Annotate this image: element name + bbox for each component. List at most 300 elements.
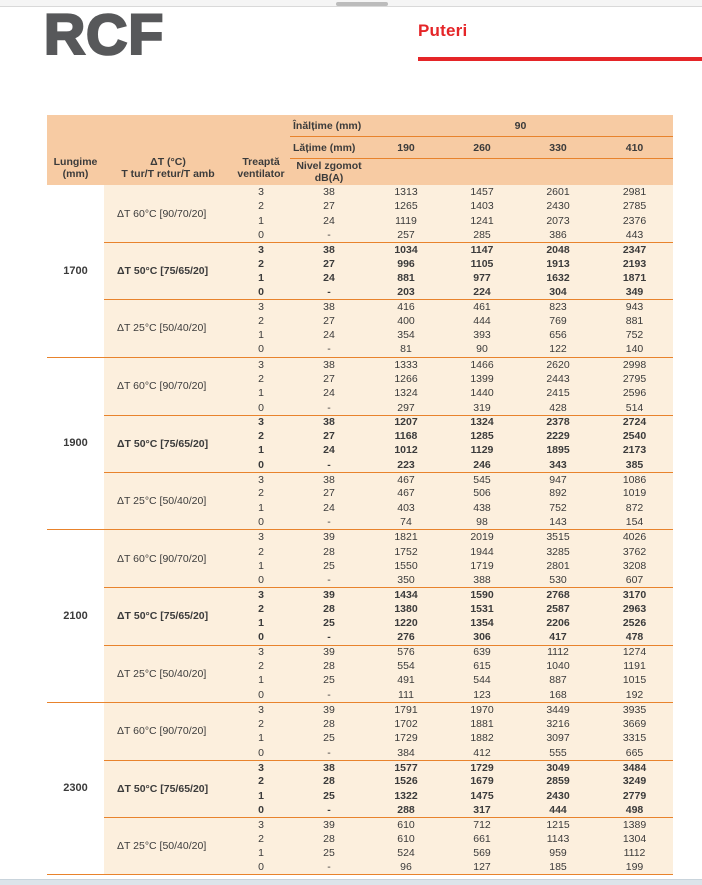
power-410-cell: 2347	[596, 242, 673, 256]
header-inaltime-label: Înălțime (mm)	[290, 115, 368, 137]
noise-level-cell: -	[290, 342, 368, 356]
power-410-cell: 752	[596, 328, 673, 342]
power-190-cell: 1266	[368, 372, 444, 386]
power-260-cell: 1970	[444, 703, 520, 717]
col-header-dt: ΔT (°C) T tur/T retur/T amb	[121, 156, 215, 180]
noise-level-cell: 24	[290, 386, 368, 400]
power-410-cell: 2724	[596, 415, 673, 429]
fan-speed-cell: 1	[232, 846, 290, 860]
col-header-treapta: Treaptă ventilator	[237, 156, 285, 180]
length-value: 2300	[47, 703, 104, 875]
noise-level-cell: 38	[290, 415, 368, 429]
fan-speed-cell: 0	[232, 400, 290, 414]
power-190-cell: 491	[368, 673, 444, 687]
power-410-cell: 1019	[596, 486, 673, 500]
fan-speed-cell: 2	[232, 544, 290, 558]
power-190-cell: 610	[368, 817, 444, 831]
power-410-cell: 514	[596, 400, 673, 414]
power-260-cell: 412	[444, 746, 520, 760]
power-190-cell: 1752	[368, 544, 444, 558]
power-330-cell: 555	[520, 746, 596, 760]
fan-speed-cell: 3	[232, 415, 290, 429]
power-410-cell: 872	[596, 501, 673, 515]
power-330-cell: 2859	[520, 774, 596, 788]
noise-level-cell: 39	[290, 703, 368, 717]
power-260-cell: 461	[444, 299, 520, 313]
dt-group-label: ΔT 60°C [90/70/20]	[104, 185, 232, 242]
power-260-cell: 285	[444, 228, 520, 242]
power-330-cell: 386	[520, 228, 596, 242]
noise-level-cell: 25	[290, 616, 368, 630]
power-410-cell: 1015	[596, 673, 673, 687]
power-190-cell: 1207	[368, 415, 444, 429]
power-260-cell: 569	[444, 846, 520, 860]
noise-level-cell: -	[290, 630, 368, 644]
power-330-cell: 2415	[520, 386, 596, 400]
fan-speed-cell: 2	[232, 602, 290, 616]
power-330-cell: 1632	[520, 271, 596, 285]
power-260-cell: 317	[444, 803, 520, 817]
fan-speed-cell: 2	[232, 199, 290, 213]
fan-speed-cell: 3	[232, 530, 290, 544]
power-410-cell: 2981	[596, 185, 673, 199]
power-330-cell: 168	[520, 687, 596, 701]
power-330-cell: 304	[520, 285, 596, 299]
power-410-cell: 3669	[596, 717, 673, 731]
fan-speed-cell: 0	[232, 860, 290, 874]
fan-speed-cell: 2	[232, 774, 290, 788]
power-330-cell: 2443	[520, 372, 596, 386]
power-260-cell: 1729	[444, 760, 520, 774]
power-330-cell: 3049	[520, 760, 596, 774]
power-table	[47, 115, 673, 875]
power-260-cell: 444	[444, 314, 520, 328]
power-190-cell: 1313	[368, 185, 444, 199]
power-260-cell: 90	[444, 342, 520, 356]
power-410-cell: 2785	[596, 199, 673, 213]
power-410-cell: 3935	[596, 703, 673, 717]
power-410-cell: 3484	[596, 760, 673, 774]
dt-group-label: ΔT 60°C [90/70/20]	[104, 358, 232, 415]
power-410-cell: 4026	[596, 530, 673, 544]
noise-level-cell: 27	[290, 199, 368, 213]
power-260-cell: 1882	[444, 731, 520, 745]
noise-level-cell: -	[290, 687, 368, 701]
fan-speed-cell: 3	[232, 817, 290, 831]
fan-speed-cell: 0	[232, 573, 290, 587]
power-190-cell: 1821	[368, 530, 444, 544]
power-190-cell: 1034	[368, 242, 444, 256]
power-190-cell: 1526	[368, 774, 444, 788]
header-width-410: 410	[596, 137, 673, 159]
page-title: Puteri	[418, 21, 468, 40]
header-left-block	[47, 115, 290, 185]
power-410-cell: 478	[596, 630, 673, 644]
noise-level-cell: 39	[290, 587, 368, 601]
power-410-cell: 349	[596, 285, 673, 299]
power-190-cell: 1550	[368, 559, 444, 573]
power-410-cell: 943	[596, 299, 673, 313]
power-330-cell: 2601	[520, 185, 596, 199]
power-260-cell: 123	[444, 687, 520, 701]
power-330-cell: 887	[520, 673, 596, 687]
noise-level-cell: 39	[290, 530, 368, 544]
power-190-cell: 400	[368, 314, 444, 328]
fan-speed-cell: 2	[232, 429, 290, 443]
power-190-cell: 1119	[368, 214, 444, 228]
dt-group-label: ΔT 60°C [90/70/20]	[104, 530, 232, 587]
power-330-cell: 417	[520, 630, 596, 644]
power-190-cell: 576	[368, 645, 444, 659]
power-330-cell: 1895	[520, 443, 596, 457]
power-190-cell: 81	[368, 342, 444, 356]
power-190-cell: 610	[368, 831, 444, 845]
power-330-cell: 892	[520, 486, 596, 500]
power-190-cell: 276	[368, 630, 444, 644]
fan-speed-cell: 0	[232, 285, 290, 299]
fan-speed-cell: 2	[232, 256, 290, 270]
power-260-cell: 639	[444, 645, 520, 659]
header-width-330: 330	[520, 137, 596, 159]
noise-level-cell: -	[290, 228, 368, 242]
power-190-cell: 1702	[368, 717, 444, 731]
fan-speed-cell: 0	[232, 746, 290, 760]
power-190-cell: 1012	[368, 443, 444, 457]
noise-level-cell: 38	[290, 299, 368, 313]
noise-level-cell: 28	[290, 659, 368, 673]
power-410-cell: 2596	[596, 386, 673, 400]
noise-level-cell: -	[290, 458, 368, 472]
fan-speed-cell: 1	[232, 443, 290, 457]
power-260-cell: 544	[444, 673, 520, 687]
power-330-cell: 2378	[520, 415, 596, 429]
fan-speed-cell: 3	[232, 299, 290, 313]
noise-level-cell: 25	[290, 559, 368, 573]
power-260-cell: 1324	[444, 415, 520, 429]
dt-group-label: ΔT 25°C [50/40/20]	[104, 299, 232, 356]
noise-level-cell: 28	[290, 774, 368, 788]
power-410-cell: 443	[596, 228, 673, 242]
power-330-cell: 1040	[520, 659, 596, 673]
power-410-cell: 2376	[596, 214, 673, 228]
power-330-cell: 2229	[520, 429, 596, 443]
power-260-cell: 545	[444, 472, 520, 486]
power-260-cell: 1466	[444, 358, 520, 372]
power-260-cell: 1241	[444, 214, 520, 228]
col-header-zgomot: Nivel zgomot dB(A)	[290, 159, 368, 185]
noise-level-cell: 25	[290, 846, 368, 860]
noise-level-cell: -	[290, 860, 368, 874]
power-260-cell: 393	[444, 328, 520, 342]
power-330-cell: 947	[520, 472, 596, 486]
power-410-cell: 2193	[596, 256, 673, 270]
noise-level-cell: -	[290, 285, 368, 299]
power-330-cell: 3449	[520, 703, 596, 717]
noise-level-cell: 28	[290, 544, 368, 558]
power-260-cell: 977	[444, 271, 520, 285]
power-330-cell: 2768	[520, 587, 596, 601]
fan-speed-cell: 1	[232, 788, 290, 802]
fan-speed-cell: 3	[232, 185, 290, 199]
header-width-260: 260	[444, 137, 520, 159]
fan-speed-cell: 1	[232, 673, 290, 687]
power-330-cell: 444	[520, 803, 596, 817]
power-260-cell: 1354	[444, 616, 520, 630]
power-330-cell: 2206	[520, 616, 596, 630]
power-330-cell: 2430	[520, 199, 596, 213]
power-410-cell: 154	[596, 515, 673, 529]
power-260-cell: 1285	[444, 429, 520, 443]
power-330-cell: 823	[520, 299, 596, 313]
fan-speed-cell: 2	[232, 831, 290, 845]
dt-group-label: ΔT 50°C [75/65/20]	[104, 760, 232, 817]
fan-speed-cell: 0	[232, 687, 290, 701]
dt-group-label: ΔT 25°C [50/40/20]	[104, 472, 232, 529]
fan-speed-cell: 1	[232, 214, 290, 228]
power-410-cell: 140	[596, 342, 673, 356]
power-330-cell: 959	[520, 846, 596, 860]
noise-level-cell: 25	[290, 731, 368, 745]
power-410-cell: 1304	[596, 831, 673, 845]
power-260-cell: 224	[444, 285, 520, 299]
power-190-cell: 524	[368, 846, 444, 860]
power-190-cell: 416	[368, 299, 444, 313]
power-410-cell: 3315	[596, 731, 673, 745]
power-260-cell: 1129	[444, 443, 520, 457]
power-260-cell: 1457	[444, 185, 520, 199]
power-260-cell: 246	[444, 458, 520, 472]
power-330-cell: 752	[520, 501, 596, 515]
fan-speed-cell: 2	[232, 486, 290, 500]
fan-speed-cell: 1	[232, 731, 290, 745]
power-190-cell: 111	[368, 687, 444, 701]
power-260-cell: 438	[444, 501, 520, 515]
power-330-cell: 769	[520, 314, 596, 328]
col-header-lungime: Lungime (mm)	[53, 156, 98, 180]
power-190-cell: 1324	[368, 386, 444, 400]
header-latime-label: Lățime (mm)	[290, 137, 368, 159]
power-260-cell: 1531	[444, 602, 520, 616]
noise-level-cell: 25	[290, 673, 368, 687]
noise-level-cell: 27	[290, 314, 368, 328]
power-190-cell: 881	[368, 271, 444, 285]
power-190-cell: 1791	[368, 703, 444, 717]
noise-level-cell: 27	[290, 256, 368, 270]
fan-speed-cell: 0	[232, 342, 290, 356]
noise-level-cell: 28	[290, 717, 368, 731]
dt-group-label: ΔT 25°C [50/40/20]	[104, 817, 232, 874]
noise-level-cell: 24	[290, 501, 368, 515]
power-330-cell: 122	[520, 342, 596, 356]
power-190-cell: 350	[368, 573, 444, 587]
noise-level-cell: 25	[290, 788, 368, 802]
noise-level-cell: 38	[290, 185, 368, 199]
power-410-cell: 607	[596, 573, 673, 587]
power-330-cell: 428	[520, 400, 596, 414]
power-190-cell: 1220	[368, 616, 444, 630]
power-190-cell: 1434	[368, 587, 444, 601]
power-260-cell: 1679	[444, 774, 520, 788]
noise-level-cell: 38	[290, 358, 368, 372]
noise-level-cell: 27	[290, 372, 368, 386]
table-header	[47, 115, 673, 185]
power-410-cell: 881	[596, 314, 673, 328]
power-330-cell: 2073	[520, 214, 596, 228]
power-330-cell: 2430	[520, 788, 596, 802]
fan-speed-cell: 1	[232, 386, 290, 400]
power-260-cell: 615	[444, 659, 520, 673]
power-330-cell: 1215	[520, 817, 596, 831]
noise-level-cell: 24	[290, 271, 368, 285]
length-value: 2100	[47, 530, 104, 702]
noise-level-cell: -	[290, 746, 368, 760]
fan-speed-cell: 0	[232, 630, 290, 644]
power-410-cell: 199	[596, 860, 673, 874]
power-410-cell: 2540	[596, 429, 673, 443]
header-inaltime-value: 90	[368, 115, 673, 137]
power-330-cell: 3216	[520, 717, 596, 731]
power-330-cell: 143	[520, 515, 596, 529]
header-width-190: 190	[368, 137, 444, 159]
scrollbar-thumb	[336, 2, 388, 6]
power-190-cell: 297	[368, 400, 444, 414]
power-330-cell: 2048	[520, 242, 596, 256]
power-190-cell: 257	[368, 228, 444, 242]
power-330-cell: 530	[520, 573, 596, 587]
power-410-cell: 2795	[596, 372, 673, 386]
power-260-cell: 1440	[444, 386, 520, 400]
power-410-cell: 1389	[596, 817, 673, 831]
power-330-cell: 3515	[520, 530, 596, 544]
noise-level-cell: 38	[290, 472, 368, 486]
power-330-cell: 2620	[520, 358, 596, 372]
noise-level-cell: -	[290, 400, 368, 414]
power-330-cell: 3285	[520, 544, 596, 558]
noise-level-cell: 24	[290, 443, 368, 457]
fan-speed-cell: 0	[232, 515, 290, 529]
dt-group-label: ΔT 60°C [90/70/20]	[104, 703, 232, 760]
power-190-cell: 1577	[368, 760, 444, 774]
fan-speed-cell: 3	[232, 472, 290, 486]
fan-speed-cell: 2	[232, 659, 290, 673]
fan-speed-cell: 2	[232, 717, 290, 731]
power-410-cell: 1871	[596, 271, 673, 285]
power-410-cell: 2998	[596, 358, 673, 372]
power-410-cell: 385	[596, 458, 673, 472]
power-190-cell: 554	[368, 659, 444, 673]
fan-speed-cell: 1	[232, 328, 290, 342]
noise-level-cell: -	[290, 803, 368, 817]
noise-level-cell: 39	[290, 645, 368, 659]
power-410-cell: 3762	[596, 544, 673, 558]
power-330-cell: 1913	[520, 256, 596, 270]
fan-speed-cell: 1	[232, 559, 290, 573]
power-410-cell: 1086	[596, 472, 673, 486]
power-260-cell: 319	[444, 400, 520, 414]
length-value: 1900	[47, 358, 104, 530]
noise-level-cell: 24	[290, 214, 368, 228]
title-underline	[418, 57, 702, 61]
noise-level-cell: 38	[290, 760, 368, 774]
power-190-cell: 1333	[368, 358, 444, 372]
fan-speed-cell: 3	[232, 760, 290, 774]
fan-speed-cell: 1	[232, 616, 290, 630]
fan-speed-cell: 0	[232, 228, 290, 242]
power-260-cell: 98	[444, 515, 520, 529]
power-330-cell: 3097	[520, 731, 596, 745]
power-330-cell: 656	[520, 328, 596, 342]
power-260-cell: 2019	[444, 530, 520, 544]
power-410-cell: 3249	[596, 774, 673, 788]
rcf-logo: RCF	[44, 3, 165, 67]
fan-speed-cell: 2	[232, 314, 290, 328]
power-260-cell: 388	[444, 573, 520, 587]
power-410-cell: 3170	[596, 587, 673, 601]
power-330-cell: 1112	[520, 645, 596, 659]
power-260-cell: 1147	[444, 242, 520, 256]
length-group	[47, 703, 673, 876]
power-260-cell: 1590	[444, 587, 520, 601]
power-330-cell: 185	[520, 860, 596, 874]
power-190-cell: 467	[368, 472, 444, 486]
fan-speed-cell: 3	[232, 645, 290, 659]
power-260-cell: 1719	[444, 559, 520, 573]
power-190-cell: 1168	[368, 429, 444, 443]
power-410-cell: 1112	[596, 846, 673, 860]
length-group	[47, 530, 673, 703]
power-190-cell: 96	[368, 860, 444, 874]
power-330-cell: 2587	[520, 602, 596, 616]
dt-group-label: ΔT 50°C [75/65/20]	[104, 415, 232, 472]
power-190-cell: 203	[368, 285, 444, 299]
power-410-cell: 192	[596, 687, 673, 701]
power-330-cell: 343	[520, 458, 596, 472]
length-group	[47, 358, 673, 531]
noise-level-cell: -	[290, 515, 368, 529]
noise-level-cell: 28	[290, 831, 368, 845]
power-190-cell: 354	[368, 328, 444, 342]
power-410-cell: 1274	[596, 645, 673, 659]
power-190-cell: 403	[368, 501, 444, 515]
dt-group-label: ΔT 25°C [50/40/20]	[104, 645, 232, 702]
power-190-cell: 74	[368, 515, 444, 529]
power-190-cell: 1729	[368, 731, 444, 745]
header-filler	[368, 159, 673, 185]
viewer-bottom-strip	[0, 879, 702, 885]
power-260-cell: 1475	[444, 788, 520, 802]
power-410-cell: 1191	[596, 659, 673, 673]
power-260-cell: 1944	[444, 544, 520, 558]
noise-level-cell: 38	[290, 242, 368, 256]
power-410-cell: 2779	[596, 788, 673, 802]
power-260-cell: 306	[444, 630, 520, 644]
power-410-cell: 3208	[596, 559, 673, 573]
fan-speed-cell: 1	[232, 271, 290, 285]
fan-speed-cell: 2	[232, 372, 290, 386]
dt-group-label: ΔT 50°C [75/65/20]	[104, 242, 232, 299]
power-190-cell: 384	[368, 746, 444, 760]
fan-speed-cell: 3	[232, 242, 290, 256]
fan-speed-cell: 3	[232, 703, 290, 717]
dt-group-label: ΔT 50°C [75/65/20]	[104, 587, 232, 644]
length-value: 1700	[47, 185, 104, 357]
fan-speed-cell: 3	[232, 358, 290, 372]
power-190-cell: 1322	[368, 788, 444, 802]
power-260-cell: 1105	[444, 256, 520, 270]
power-260-cell: 1881	[444, 717, 520, 731]
power-410-cell: 2173	[596, 443, 673, 457]
power-410-cell: 498	[596, 803, 673, 817]
